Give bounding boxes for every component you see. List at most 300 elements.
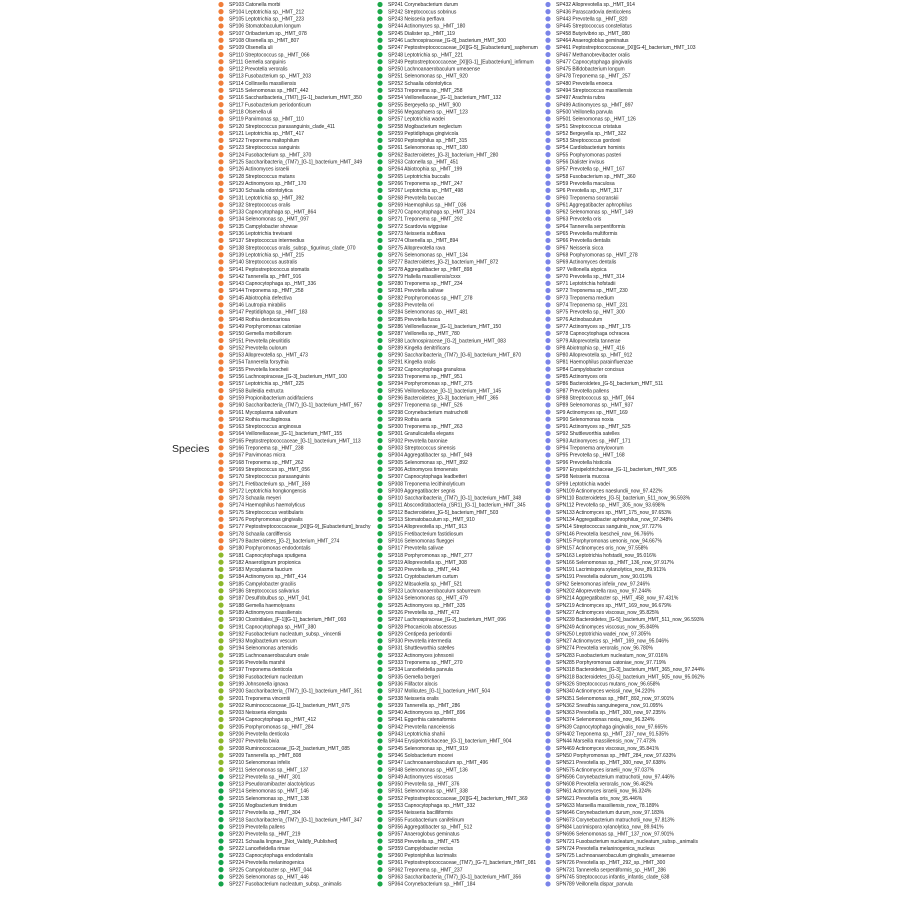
legend-swatch (218, 159, 223, 164)
legend-swatch (377, 645, 382, 650)
legend-swatch (377, 166, 382, 171)
legend-swatch (377, 402, 382, 407)
legend-label: SP278 Aggregatibacter sp._HMT_898 (388, 266, 473, 273)
legend-label: SP180 Porphyromonas endodontalis (229, 545, 311, 552)
legend-swatch (377, 867, 382, 872)
legend-swatch (218, 216, 223, 221)
legend-swatch (377, 688, 382, 693)
legend-swatch (218, 595, 223, 600)
legend-label: SP201 Treponema vincentii (229, 695, 291, 702)
legend-label: SP243 Neisseria perflava (388, 16, 445, 23)
legend-swatch (545, 524, 550, 529)
legend-label: SP77 Actinomyces sp._HMT_175 (556, 323, 631, 330)
legend-label: SP247 Peptostreptococcaceae_[XI][G-5]_[Eubacterium]_saphenum (388, 45, 538, 52)
legend-label: SP356 Aggregatibacter sp._HMT_512 (388, 824, 473, 831)
legend-label: SP147 Peptidiphaga sp._HMT_183 (229, 309, 308, 316)
legend-label: SPN191 Prevotella oulorum_now_90.019% (556, 574, 653, 581)
legend-swatch (377, 131, 382, 136)
legend-label: SP313 Stomatobaculum sp._HMT_910 (388, 517, 475, 523)
legend-label: SP166 Treponema sp._HMT_238 (229, 445, 304, 452)
legend-swatch (545, 710, 550, 715)
legend-label: SP223 Capnocytophaga endodontalis (229, 853, 313, 860)
legend-label: SP364 Corynebacterium sp._HMT_184 (388, 881, 476, 888)
legend-swatch (377, 295, 382, 300)
legend-label: SP113 Fusobacterium sp._HMT_203 (229, 73, 311, 80)
legend-label: SP80 Alloprevotella sp._HMT_912 (556, 352, 633, 359)
legend-label: SP162 Rothia mucilaginosa (229, 416, 291, 423)
legend-label: SPN191 Lacrimispora xylanolytica_now_89.911% (556, 567, 666, 574)
legend-label: SP119 Parvimonas sp._HMT_110 (229, 116, 304, 123)
legend-label: SPN133 Actinomyces sp._HMT_175_now_97.653% (556, 509, 672, 516)
legend-label: SP274 Olsenella sp._HMT_894 (388, 238, 459, 245)
legend-label: SP123 Streptococcus sanguinis (229, 145, 300, 152)
legend-swatch (377, 681, 382, 686)
legend-label: SPN318 Bacteroidetes_[G-3]_bacterium_HMT_365_now_97.244% (556, 667, 705, 674)
legend-swatch (377, 195, 382, 200)
legend-label: SP178 Schaalia cardiffensis (229, 531, 292, 538)
legend-swatch (218, 853, 223, 858)
legend-label: SP155 Prevotella loescheii (229, 366, 289, 373)
legend-swatch (218, 395, 223, 400)
legend-label: SP133 Capnocytophaga sp._HMT_864 (229, 209, 317, 216)
legend-label: SP500 Veillonella parvula (556, 109, 613, 116)
legend-swatch (377, 667, 382, 672)
legend-swatch (545, 324, 550, 329)
legend-swatch (377, 16, 382, 21)
legend-swatch (218, 295, 223, 300)
legend-label: SPN362 Sneathia sanguinegens_now_91.095% (556, 702, 663, 709)
legend-swatch (218, 603, 223, 608)
legend-label: SP8 Abiotrophia sp._HMT_416 (556, 345, 625, 352)
legend-label: SP499 Actinomyces sp._HMT_897 (556, 102, 634, 109)
legend-label: SP259 Peptidiphaga gingivicola (388, 130, 459, 137)
legend-label: SPN84 Lacrimispora xylanolytica_now_89.941% (556, 824, 664, 831)
legend-label: SP188 Gemella haemolysans (229, 602, 295, 609)
legend-label: SP321 Cryptobacterium curtum (388, 574, 458, 581)
legend-swatch (377, 796, 382, 801)
legend-swatch (545, 145, 550, 150)
legend-swatch (218, 281, 223, 286)
legend-swatch (377, 488, 382, 493)
legend-label: SP79 Alloprevotella tannerae (556, 338, 621, 345)
legend-swatch (377, 760, 382, 765)
legend-swatch (218, 95, 223, 100)
legend-swatch (377, 774, 382, 779)
legend-swatch (545, 667, 550, 672)
legend-label: SP336 Filifactor alocis (388, 681, 438, 688)
legend-swatch (218, 166, 223, 171)
legend-label: SP349 Actinomyces viscosus (388, 774, 454, 781)
legend-swatch (545, 16, 550, 21)
legend-swatch (218, 23, 223, 28)
legend-swatch (218, 638, 223, 643)
legend-swatch (545, 753, 550, 758)
legend-label: SPN214 Aggregatibacter sp._HMT_458_now_97.431% (556, 595, 679, 602)
legend-swatch (377, 352, 382, 357)
legend-swatch (545, 331, 550, 336)
legend-label: SPN363 Prevotella sp._HMT_300_now_97.235% (556, 710, 666, 717)
legend-label: SP137 Streptococcus intermedius (229, 238, 305, 245)
legend-swatch (545, 45, 550, 50)
legend-swatch (545, 109, 550, 114)
legend-swatch (218, 245, 223, 250)
legend-label: SPN673 Corynebacterium matruchotii_now_97.813% (556, 817, 675, 824)
legend-label: SP298 Corynebacterium matruchotii (388, 409, 469, 416)
legend-swatch (545, 367, 550, 372)
legend-label: SP207 Prevotella bivia (229, 738, 280, 745)
legend-label: SP124 Fusobacterium sp._HMT_370 (229, 152, 312, 159)
legend-label: SPN731 Tannerella serpentiformis_sp._HMT_286 (556, 867, 666, 874)
legend-label: SP197 Treponema denticola (229, 667, 293, 674)
legend-swatch (545, 717, 550, 722)
legend-label: SP117 Fusobacterium periodonticum (229, 102, 311, 109)
legend-swatch (218, 588, 223, 593)
legend-label: SP340 Actinomyces sp._HMT_896 (388, 710, 466, 717)
legend-label: SPN134 Aggregatibacter aphrophilus_now_97.348% (556, 517, 673, 523)
legend-swatch (545, 395, 550, 400)
legend-swatch (545, 259, 550, 264)
legend-label: SP175 Streptococcus vestibularis (229, 509, 304, 516)
legend-swatch (218, 531, 223, 536)
legend-label: SP78 Capnocytophaga ochracea (556, 331, 630, 338)
legend-label: SP339 Tannerella sp._HMT_286 (388, 702, 461, 709)
legend-label: SP60 Treponema socranskii (556, 195, 619, 202)
legend-label: SP6 Prevotella sp._HMT_317 (556, 188, 622, 195)
legend-label: SP106 Stomatobaculum longum (229, 23, 301, 30)
legend-label: SP195 Lachnoanaerobaculum orale (229, 652, 309, 659)
legend-label: SP325 Actinomyces sp._HMT_335 (388, 602, 466, 609)
legend-label: SP171 Fretibacterium sp._HMT_359 (229, 481, 311, 488)
legend-swatch (545, 595, 550, 600)
legend-swatch (218, 703, 223, 708)
legend-swatch (545, 23, 550, 28)
legend-swatch (377, 367, 382, 372)
legend-label: SP285 Prevotella fusca (388, 316, 440, 323)
legend-swatch (218, 88, 223, 93)
legend-swatch (218, 367, 223, 372)
legend-label: SP190 Clostridiales_[F-1][G-1]_bacterium_HMT_093 (229, 617, 347, 624)
legend-swatch (545, 52, 550, 57)
legend-label: SP310 Saccharibacteria_(TM7)_[G-1]_bacterium_HMT_348 (388, 495, 522, 502)
legend-label: SPN202 Alloprevotella rava_now_97.244% (556, 588, 652, 595)
legend-label: SP87 Prevotella pallens (556, 388, 610, 395)
legend-swatch (545, 817, 550, 822)
legend-swatch (377, 181, 382, 186)
legend-swatch (218, 266, 223, 271)
legend-swatch (377, 331, 382, 336)
legend-label: SP84 Campylobacter concisus (556, 366, 625, 373)
legend-swatch (377, 731, 382, 736)
legend-swatch (545, 59, 550, 64)
legend-swatch (545, 681, 550, 686)
legend-label: SP108 Olsenella sp._HMT_807 (229, 37, 300, 44)
legend-label: SPN227 Actinomyces viscosus_now_95.825% (556, 609, 660, 616)
legend-swatch (218, 181, 223, 186)
legend-label: SP217 Prevotella sp._HMT_304 (229, 810, 301, 817)
legend-label: SP89 Selenomonas sp._HMT_937 (556, 402, 633, 409)
legend-swatch (218, 574, 223, 579)
legend-swatch (377, 552, 382, 557)
legend-swatch (377, 102, 382, 107)
legend-swatch (377, 517, 382, 522)
legend-label: SP57 Prevotella sp._HMT_167 (556, 166, 625, 173)
legend-label: SP461 Peptostreptococcaceae_[XI][G-4]_bacterium_HMT_103 (556, 45, 696, 52)
legend-label: SPN646 Corynebacterium durum_now_97.183% (556, 810, 665, 817)
legend-swatch (545, 738, 550, 743)
legend-label: SP9 Actinomyces sp._HMT_169 (556, 409, 628, 416)
legend-swatch (545, 531, 550, 536)
legend-label: SP93 Actinomyces sp._HMT_171 (556, 438, 631, 445)
legend-label: SP204 Capnocytophaga sp._HMT_412 (229, 717, 317, 724)
legend-swatch (545, 831, 550, 836)
legend-label: SPN696 Selenomonas sp._HMT_137_now_97.901% (556, 831, 674, 838)
legend-label: SPN109 Actinomyces naeslundii_now_97.422% (556, 488, 663, 495)
legend-swatch (377, 381, 382, 386)
legend-swatch (218, 224, 223, 229)
legend-swatch (377, 674, 382, 679)
legend-label: SPN283 Fusobacterium nucleatum_now_97.016% (556, 652, 669, 659)
legend-swatch (545, 588, 550, 593)
legend-label: SP276 Selenomonas sp._HMT_134 (388, 252, 468, 259)
legend-label: SPN27 Actinomyces sp._HMT_169_now_95.046% (556, 638, 669, 645)
legend-swatch (545, 538, 550, 543)
legend-swatch (377, 417, 382, 422)
legend-label: SP189 Actinomyces massiliensis (229, 609, 302, 616)
legend-label: SP116 Saccharibacteria_(TM7)_[G-1]_bacterium_HMT_350 (229, 95, 362, 102)
legend-swatch (545, 102, 550, 107)
legend-swatch (377, 324, 382, 329)
legend-label: SP99 Leptotrichia wadei (556, 481, 610, 488)
legend-swatch (545, 352, 550, 357)
legend-swatch (218, 331, 223, 336)
legend-label: SP314 Alloprevotella sp._HMT_913 (388, 524, 467, 531)
legend-swatch (545, 781, 550, 786)
legend-swatch (545, 138, 550, 143)
legend-swatch (377, 746, 382, 751)
legend-swatch (218, 474, 223, 479)
legend-swatch (377, 610, 382, 615)
legend-label: SP160 Saccharibacteria_(TM7)_[G-1]_bacterium_HMT_957 (229, 402, 363, 409)
legend-swatch (218, 788, 223, 793)
legend-label: SP283 Prevotella ori (388, 302, 434, 309)
legend-swatch (545, 152, 550, 157)
legend-swatch (545, 846, 550, 851)
legend-label: SP319 Alloprevotella sp._HMT_308 (388, 559, 467, 566)
legend-label: SP215 Selenomonas sp._HMT_138 (229, 795, 309, 802)
legend-label: SP296 Bacteroidetes_[G-3]_bacterium_HMT_365 (388, 395, 499, 402)
legend-swatch (377, 52, 382, 57)
legend-label: SP226 Selenomonas sp._HMT_446 (229, 874, 309, 881)
legend-label: SPN326 Streptococcus mutans_now_96.658% (556, 681, 660, 688)
legend-swatch (218, 695, 223, 700)
legend-swatch (377, 817, 382, 822)
legend-label: SPN2 Selenomonas infelix_now_97.246% (556, 581, 650, 588)
legend-swatch (218, 710, 223, 715)
legend-label: SPN596 Corynebacterium matruchotii_now_97.446% (556, 774, 675, 781)
legend-label: SP432 Alloprevotella sp._HMT_914 (556, 2, 635, 9)
legend-swatch (218, 824, 223, 829)
legend-swatch (218, 238, 223, 243)
legend-swatch (545, 881, 550, 886)
legend-swatch (377, 588, 382, 593)
legend-label: SP115 Selenomonas sp._HMT_442 (229, 88, 309, 94)
legend-swatch (545, 181, 550, 186)
legend-swatch (545, 116, 550, 121)
legend-label: SP362 Treponema sp._HMT_237 (388, 867, 463, 874)
legend-swatch (218, 309, 223, 314)
legend-label: SP65 Prevotella multiformis (556, 231, 618, 237)
legend-label: SP179 Bacteroidetes_[G-2]_bacterium_HMT_274 (229, 538, 340, 545)
legend-label: SP273 Neisseria subflava (388, 231, 446, 237)
legend-label: SPN318 Bacteroidetes_[G-5]_bacterium_HMT_505_now_95.062% (556, 674, 705, 681)
legend-swatch (377, 138, 382, 143)
legend-swatch (218, 324, 223, 329)
legend-swatch (545, 409, 550, 414)
legend-swatch (218, 231, 223, 236)
legend-swatch (377, 502, 382, 507)
legend-label: SP331 Shuttleworthia satelles (388, 645, 455, 652)
legend-label: SPN721 Fusobacterium nucleatum_nucleatum_subsp._animalis (556, 838, 699, 845)
legend-swatch (377, 460, 382, 465)
legend-label: SP220 Prevotella sp._HMT_219 (229, 831, 301, 838)
legend-swatch (545, 481, 550, 486)
legend-swatch (218, 259, 223, 264)
legend-label: SP315 Fretibacterium fastidiosum (388, 531, 464, 538)
legend-label: SPN725 Lachnoanaerobaculum gingivalis_umeaense (556, 853, 675, 860)
legend-swatch (377, 123, 382, 128)
legend-label: SP307 Capnocytophaga leadbetteri (388, 474, 467, 481)
legend-label: SP59 Prevotella maculosa (556, 180, 615, 187)
legend-label: SP322 Mitsuokella sp._HMT_521 (388, 581, 463, 588)
legend-label: SP213 Pseudoramibacter alactolyticus (229, 781, 315, 788)
legend-swatch (218, 123, 223, 128)
legend-label: SP67 Neisseria sicca (556, 245, 604, 252)
legend-swatch (545, 502, 550, 507)
legend-label: SP183 Mycoplasma faucium (229, 567, 293, 574)
legend-swatch (218, 445, 223, 450)
legend-swatch (377, 245, 382, 250)
legend-label: SP136 Leptotrichia trevisanii (229, 231, 293, 237)
legend-swatch (545, 552, 550, 557)
legend-swatch (377, 788, 382, 793)
legend-label: SP350 Prevotella sp._HMT_376 (388, 781, 460, 788)
legend-swatch (545, 209, 550, 214)
legend-label: SP295 Veillonellaceae_[G-1]_bacterium_HMT_145 (388, 388, 502, 395)
legend-swatch (377, 188, 382, 193)
legend-swatch (377, 803, 382, 808)
legend-swatch (218, 16, 223, 21)
legend-label: SP277 Bacteroidetes_[G-2]_bacterium_HMT_872 (388, 259, 499, 266)
legend-label: SP143 Capnocytophaga sp._HMT_336 (229, 281, 317, 288)
legend-swatch (377, 317, 382, 322)
legend-swatch (377, 202, 382, 207)
legend-label: SP241 Corynebacterium durum (388, 2, 459, 9)
legend-swatch (545, 460, 550, 465)
legend-label: SP58 Fusobacterium sp._HMT_360 (556, 173, 636, 180)
legend-swatch (545, 245, 550, 250)
legend-label: SP122 Treponema maltophilum (229, 138, 300, 145)
legend-swatch (218, 302, 223, 307)
legend-swatch (218, 653, 223, 658)
legend-swatch (545, 660, 550, 665)
legend-label: SP62 Selenomonas sp._HMT_149 (556, 209, 633, 216)
legend-swatch (545, 874, 550, 879)
legend-label: SP478 Treponema sp._HMT_257 (556, 73, 631, 80)
legend-label: SPN239 Bacteroidetes_[G-5]_bacterium_HMT_511_now_96.593% (556, 617, 705, 624)
legend-swatch (377, 431, 382, 436)
legend-label: SP145 Abiotrophia defectiva (229, 295, 292, 302)
legend-label: SP196 Prevotella marshii (229, 660, 286, 666)
legend-label: SP494 Streptococcus massiliensis (556, 88, 633, 94)
legend-label: SP342 Prevotella nanceiensis (388, 724, 455, 731)
legend-label: SPN249 Actinomyces viscosus_now_95.849% (556, 624, 660, 631)
legend-swatch (545, 216, 550, 221)
legend-label: SP324 Selenomonas sp._HMT_479 (388, 595, 468, 602)
legend-label: SP129 Actinomyces sp._HMT_170 (229, 180, 307, 187)
legend-label: SP347 Lachnoanaerobaculum sp._HMT_496 (388, 760, 489, 767)
legend-swatch (377, 302, 382, 307)
legend-swatch (218, 817, 223, 822)
legend-label: SP61 Aggregatibacter aphrophilus (556, 202, 632, 209)
legend-swatch (377, 467, 382, 472)
legend-label: SP309 Aggregatibacter segnis (388, 488, 456, 495)
legend-label: SP358 Prevotella sp._HMT_475 (388, 838, 460, 845)
legend-label: SP250 Lachnoanaerobaculum umeaense (388, 66, 481, 73)
legend-swatch (377, 767, 382, 772)
legend-swatch (377, 753, 382, 758)
legend-label: SP107 Oribacterium sp._HMT_078 (229, 30, 307, 37)
legend-label: SP355 Fusobacterium canifelinum (388, 817, 465, 824)
legend-swatch (218, 524, 223, 529)
legend-swatch (545, 695, 550, 700)
legend-label: SP146 Lautropia mirabilis (229, 302, 286, 309)
legend-label: SP208 Ruminococcaceae_[G-2]_bacterium_HMT_085 (229, 745, 350, 752)
legend-swatch (218, 753, 223, 758)
legend-swatch (377, 152, 382, 157)
legend-label: SP96 Prevotella histicola (556, 459, 612, 466)
legend-swatch (377, 638, 382, 643)
legend-swatch (218, 552, 223, 557)
legend-label: SP361 Peptostreptococcaceae_(TM7)_[G-7]_bacterium_HMT_081 (388, 860, 537, 867)
legend-swatch (545, 195, 550, 200)
legend-label: SP109 Olsenella uli (229, 45, 273, 52)
legend-swatch (545, 760, 550, 765)
legend-swatch (377, 45, 382, 50)
legend-swatch (377, 560, 382, 565)
legend-label: SP338 Neisseria oralis (388, 695, 439, 702)
legend-swatch (377, 717, 382, 722)
legend-swatch (545, 810, 550, 815)
legend-label: SP66 Prevotella dentalis (556, 238, 611, 245)
legend-label: SP262 Bacteroidetes_[G-3]_bacterium_HMT_280 (388, 152, 499, 159)
legend-label: SP81 Haemophilus parainfluenzae (556, 359, 633, 366)
legend-label: SP68 Porphyromonas sp._HMT_278 (556, 252, 638, 259)
legend-swatch (377, 30, 382, 35)
legend-swatch (377, 831, 382, 836)
legend-swatch (218, 538, 223, 543)
legend-label: SP242 Streptococcus sobrinus (388, 9, 457, 16)
legend-swatch (218, 645, 223, 650)
legend-swatch (377, 231, 382, 236)
legend-label: SP332 Actinomyces johnsonii (388, 652, 454, 659)
legend-label: SP64 Tannerella serpentiformis (556, 223, 626, 230)
legend-swatch (545, 159, 550, 164)
legend-swatch (218, 374, 223, 379)
legend-label: SP76 Actinobaculum (556, 316, 603, 323)
legend-swatch (377, 224, 382, 229)
legend-swatch (218, 838, 223, 843)
legend-swatch (545, 624, 550, 629)
